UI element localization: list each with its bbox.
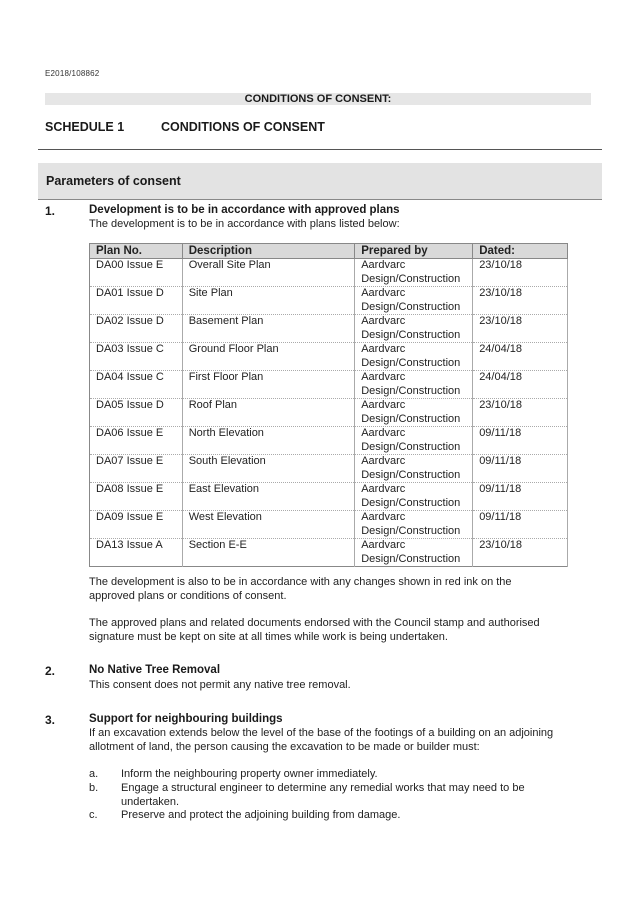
cell-description: First Floor Plan [182, 371, 355, 399]
schedule-title: CONDITIONS OF CONSENT [161, 120, 325, 134]
cell-plan-no: DA09 Issue E [90, 511, 183, 539]
cell-description: Section E-E [182, 539, 355, 567]
table-row [90, 315, 568, 343]
cell-dated: 09/11/18 [473, 483, 568, 511]
schedule-heading [45, 120, 325, 134]
cell-dated: 24/04/18 [473, 343, 568, 371]
condition-2-text: This consent does not permit any native tree removal. [89, 679, 351, 691]
list-item-text: Preserve and protect the adjoining building from damage. [121, 809, 401, 821]
cell-description: East Elevation [182, 483, 355, 511]
cell-dated: 09/11/18 [473, 455, 568, 483]
cell-plan-no: DA08 Issue E [90, 483, 183, 511]
list-item-label: b. [89, 782, 99, 794]
cell-description: Overall Site Plan [182, 259, 355, 287]
conditions-banner: CONDITIONS OF CONSENT: [45, 93, 591, 105]
cell-dated: 09/11/18 [473, 511, 568, 539]
table-row [90, 427, 568, 455]
cell-plan-no: DA06 Issue E [90, 427, 183, 455]
divider [38, 149, 602, 150]
cell-description: West Elevation [182, 511, 355, 539]
table-row [90, 455, 568, 483]
parameters-title: Parameters of consent [46, 174, 181, 188]
list-item-label: a. [89, 768, 99, 780]
condition-1-para-1: The development is also to be in accordance with any changes shown in red ink on the approved plans or conditions of consent. [89, 576, 512, 602]
cell-plan-no: DA05 Issue D [90, 399, 183, 427]
cell-prepared-by: Aardvarc Design/Construction [355, 259, 473, 287]
column-header-description: Description [182, 244, 355, 259]
cell-description: Site Plan [182, 287, 355, 315]
cell-prepared-by: Aardvarc Design/Construction [355, 371, 473, 399]
cell-prepared-by: Aardvarc Design/Construction [355, 511, 473, 539]
cell-prepared-by: Aardvarc Design/Construction [355, 343, 473, 371]
parameters-section-bar [38, 163, 602, 200]
condition-3-text: If an excavation extends below the level of the base of the footings of a building on an adjoining allotment of land, the person causing the excavation to be made or builder must: [89, 727, 554, 753]
cell-prepared-by: Aardvarc Design/Construction [355, 399, 473, 427]
table-row [90, 539, 568, 567]
condition-2-heading: No Native Tree Removal [89, 664, 221, 676]
condition-1-heading: Development is to be in accordance with approved plans [89, 204, 400, 216]
cell-description: Roof Plan [182, 399, 355, 427]
column-header-dated: Dated: [473, 244, 568, 259]
cell-prepared-by: Aardvarc Design/Construction [355, 287, 473, 315]
cell-plan-no: DA01 Issue D [90, 287, 183, 315]
table-row [90, 371, 568, 399]
cell-dated: 23/10/18 [473, 399, 568, 427]
condition-2-number: 2. [45, 664, 56, 678]
table-row [90, 399, 568, 427]
cell-plan-no: DA07 Issue E [90, 455, 183, 483]
cell-plan-no: DA03 Issue C [90, 343, 183, 371]
cell-prepared-by: Aardvarc Design/Construction [355, 455, 473, 483]
column-header-prepared-by: Prepared by [355, 244, 473, 259]
cell-prepared-by: Aardvarc Design/Construction [355, 427, 473, 455]
cell-plan-no: DA04 Issue C [90, 371, 183, 399]
cell-dated: 24/04/18 [473, 371, 568, 399]
table-row [90, 287, 568, 315]
cell-prepared-by: Aardvarc Design/Construction [355, 315, 473, 343]
table-row [90, 259, 568, 287]
table-row [90, 483, 568, 511]
table-header-row [90, 244, 568, 259]
cell-plan-no: DA00 Issue E [90, 259, 183, 287]
cell-dated: 23/10/18 [473, 539, 568, 567]
schedule-label: SCHEDULE 1 [45, 120, 125, 134]
cell-dated: 23/10/18 [473, 287, 568, 315]
cell-description: Ground Floor Plan [182, 343, 355, 371]
condition-1-number: 1. [45, 204, 56, 218]
cell-description: North Elevation [182, 427, 355, 455]
list-item-text: Engage a structural engineer to determine any remedial works that may need to be undertaken. [121, 782, 525, 808]
condition-1-intro: The development is to be in accordance with plans listed below: [89, 218, 400, 230]
cell-dated: 09/11/18 [473, 427, 568, 455]
cell-dated: 23/10/18 [473, 315, 568, 343]
cell-description: Basement Plan [182, 315, 355, 343]
cell-plan-no: DA02 Issue D [90, 315, 183, 343]
condition-1-para-2: The approved plans and related documents endorsed with the Council stamp and authorised signature must be kept on site at all times while work is being undertaken. [89, 617, 540, 643]
cell-prepared-by: Aardvarc Design/Construction [355, 539, 473, 567]
condition-3-heading: Support for neighbouring buildings [89, 713, 283, 725]
list-item-label: c. [89, 809, 98, 821]
cell-dated: 23/10/18 [473, 259, 568, 287]
cell-prepared-by: Aardvarc Design/Construction [355, 483, 473, 511]
cell-plan-no: DA13 Issue A [90, 539, 183, 567]
table-row [90, 511, 568, 539]
document-reference: E2018/108862 [45, 69, 100, 78]
approved-plans-table [89, 243, 568, 567]
list-item-text: Inform the neighbouring property owner immediately. [121, 768, 378, 780]
condition-3-number: 3. [45, 713, 56, 727]
column-header-plan-no: Plan No. [90, 244, 183, 259]
table-row [90, 343, 568, 371]
cell-description: South Elevation [182, 455, 355, 483]
